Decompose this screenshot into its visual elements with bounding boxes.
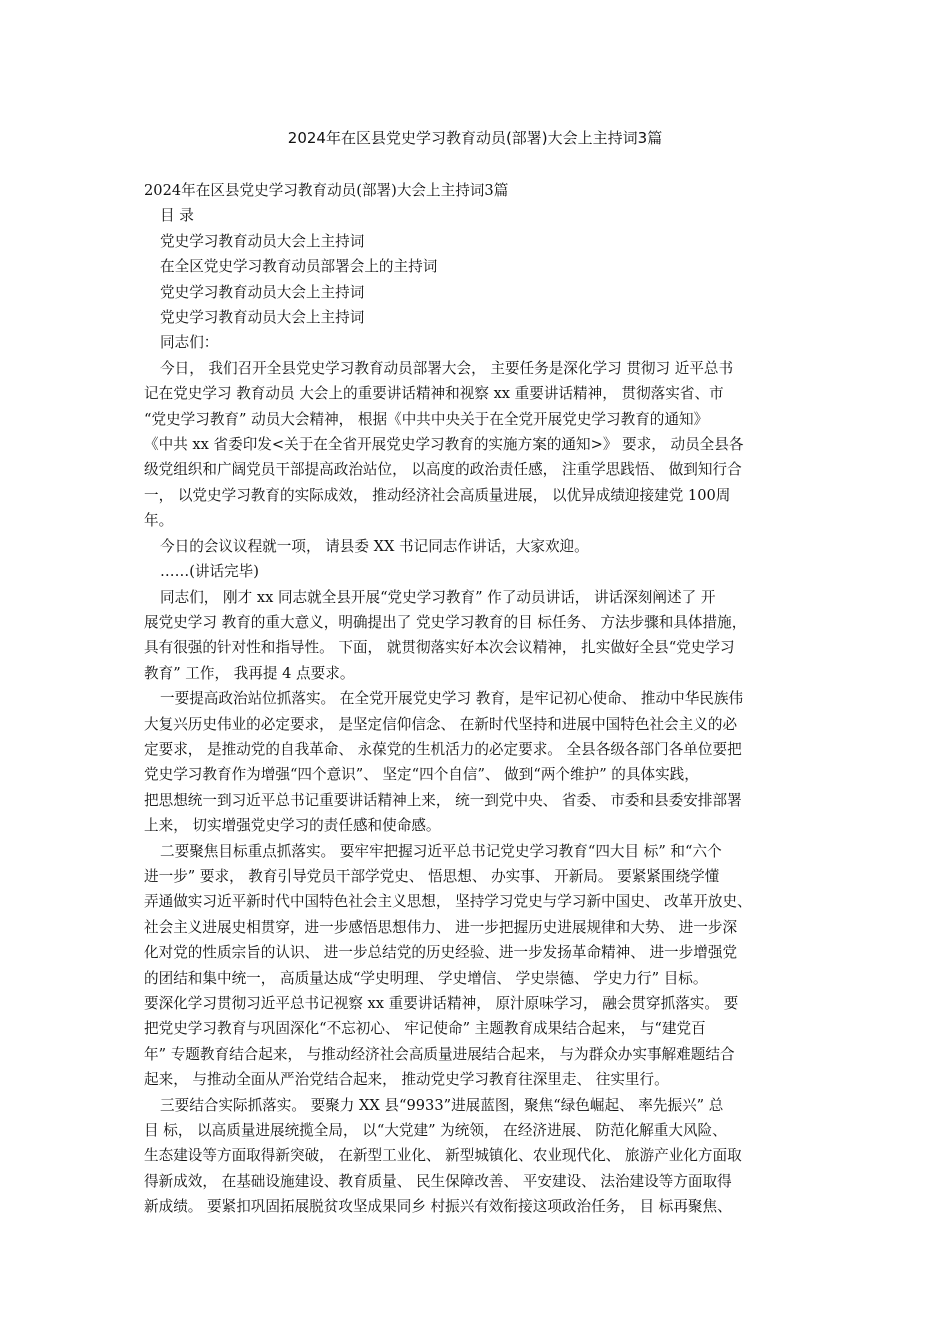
text-line: 把党史学习教育与巩固深化“不忘初心、 牢记使命” 主题教育成果结合起来， 与“建党百	[144, 1020, 706, 1038]
text-line: 一要提高政治站位抓落实。 在全党开展党史学习 教育，是牢记初心使命、 推动中华民族伟	[160, 690, 744, 708]
text-line: 新成绩。 要紧扣巩固拓展脱贫攻坚成果同乡 村振兴有效衔接这项政治任务， 目 标再聚焦、	[144, 1198, 732, 1216]
text-line: 定要求， 是推动党的自我革命、 永葆党的生机活力的必定要求。 全县各级各部门各单位要把	[144, 740, 742, 758]
text-line: 把思想统一到习近平总书记重要讲话精神上来， 统一到党中央、 省委、 市委和县委安排部署	[144, 791, 742, 809]
text-line: 同志们， 刚才 xx 同志就全县开展“党史学习教育” 作了动员讲话， 讲话深刻阐述了 开	[160, 588, 716, 606]
text-line: 今日， 我们召开全县党史学习教育动员部署大会， 主要任务是深化学习 贯彻习 近平总书	[160, 359, 734, 377]
text-line: ……(讲话完毕)	[160, 563, 259, 581]
document-body	[144, 178, 812, 1220]
text-line: 《中共 xx 省委印发<关于在全省开展党史学习教育的实施方案的通知>》 要求， 动员全县各	[144, 436, 744, 454]
text-line: 党史学习教育作为增强“四个意识”、 坚定“四个自信”、 做到“两个维护” 的具体实践，	[144, 766, 699, 784]
text-line: 化对党的性质宗旨的认识、 进一步总结党的历史经验、进一步发扬革命精神、 进一步增强党	[144, 944, 738, 962]
text-line: 教育” 工作， 我再提 4 点要求。	[144, 664, 355, 682]
text-line: 年。	[144, 512, 174, 530]
text-line: 生态建设等方面取得新突破， 在新型工业化、 新型城镇化、农业现代化、 旅游产业化方面取	[144, 1147, 742, 1165]
text-line: 进一步” 要求， 教育引导党员干部学党史、 悟思想、 办实事、 开新局。 要紧紧围绕学懂	[144, 867, 720, 885]
text-line: 具有很强的针对性和指导性。 下面， 就贯彻落实好本次会议精神， 扎实做好全县“党史学习	[144, 639, 735, 657]
text-line: 今日的会议议程就一项， 请县委 XX 书记同志作讲话，大家欢迎。	[160, 537, 589, 555]
text-line: 党史学习教育动员大会上主持词	[160, 283, 365, 301]
text-line: 目 录	[160, 207, 194, 225]
text-line: 在全区党史学习教育动员部署会上的主持词	[160, 258, 438, 276]
document-heading: 2024年在区县党史学习教育动员(部署)大会上主持词3篇	[144, 182, 509, 199]
text-line: 弄通做实习近平新时代中国特色社会主义思想， 坚持学习党史与学习新中国史、 改革开放史、	[144, 893, 752, 911]
text-line: 的团结和集中统一， 高质量达成“学史明理、 学史增信、 学史崇德、 学史力行” 目标。	[144, 969, 708, 987]
text-line: 得新成效， 在基础设施建设、教育质量、 民生保障改善、 平安建设、 法治建设等方面取得	[144, 1172, 732, 1190]
text-line: 上来， 切实增强党史学习的责任感和使命感。	[144, 817, 441, 835]
text-line: 同志们：	[160, 334, 219, 352]
text-line: 要深化学习贯彻习近平总书记视察 xx 重要讲话精神， 原汁原味学习， 融会贯穿抓落实。 要	[144, 995, 739, 1012]
text-line: 年” 专题教育结合起来， 与推动经济社会高质量进展结合起来， 与为群众办实事解难题结合	[144, 1045, 735, 1063]
text-line: 一， 以党史学习教育的实际成效， 推动经济社会高质量进展， 以优异成绩迎接建党 100周	[144, 486, 731, 504]
text-line: 展党史学习 教育的重大意义，明确提出了 党史学习教育的目 标任务、 方法步骤和具体措施，	[144, 613, 747, 631]
text-line: 大复兴历史伟业的必定要求， 是坚定信仰信念、 在新时代坚持和进展中国特色社会主义的必	[144, 715, 738, 733]
text-line: 级党组织和广阔党员干部提高政治站位， 以高度的政治责任感， 注重学思践悟、 做到知行合	[144, 461, 742, 479]
text-line: 社会主义进展史相贯穿，进一步感悟思想伟力、 进一步把握历史进展规律和大势、 进一步深	[144, 918, 738, 936]
text-line: 二要聚焦目标重点抓落实。 要牢牢把握习近平总书记党史学习教育“四大目 标” 和“六个	[160, 842, 722, 860]
text-line: 三要结合实际抓落实。 要聚力 XX 县“9933”进展蓝图，聚焦“绿色崛起、 率先振兴” 总	[160, 1096, 724, 1114]
page-title: 2024年在区县党史学习教育动员(部署)大会上主持词3篇	[287, 129, 663, 147]
text-line: “党史学习教育” 动员大会精神， 根据《中共中央关于在全党开展党史学习教育的通知》	[144, 410, 709, 428]
text-line: 党史学习教育动员大会上主持词	[160, 309, 365, 327]
text-line: 记在党史学习 教育动员 大会上的重要讲话精神和视察 xx 重要讲话精神， 贯彻落实省、市	[144, 385, 724, 403]
text-line: 党史学习教育动员大会上主持词	[160, 232, 365, 250]
text-line: 目 标， 以高质量进展统揽全局， 以“大党建” 为统领， 在经济进展、 防范化解重大风险、	[144, 1122, 727, 1140]
text-line: 起来， 与推动全面从严治党结合起来， 推动党史学习教育往深里走、 往实里行。	[144, 1071, 669, 1089]
